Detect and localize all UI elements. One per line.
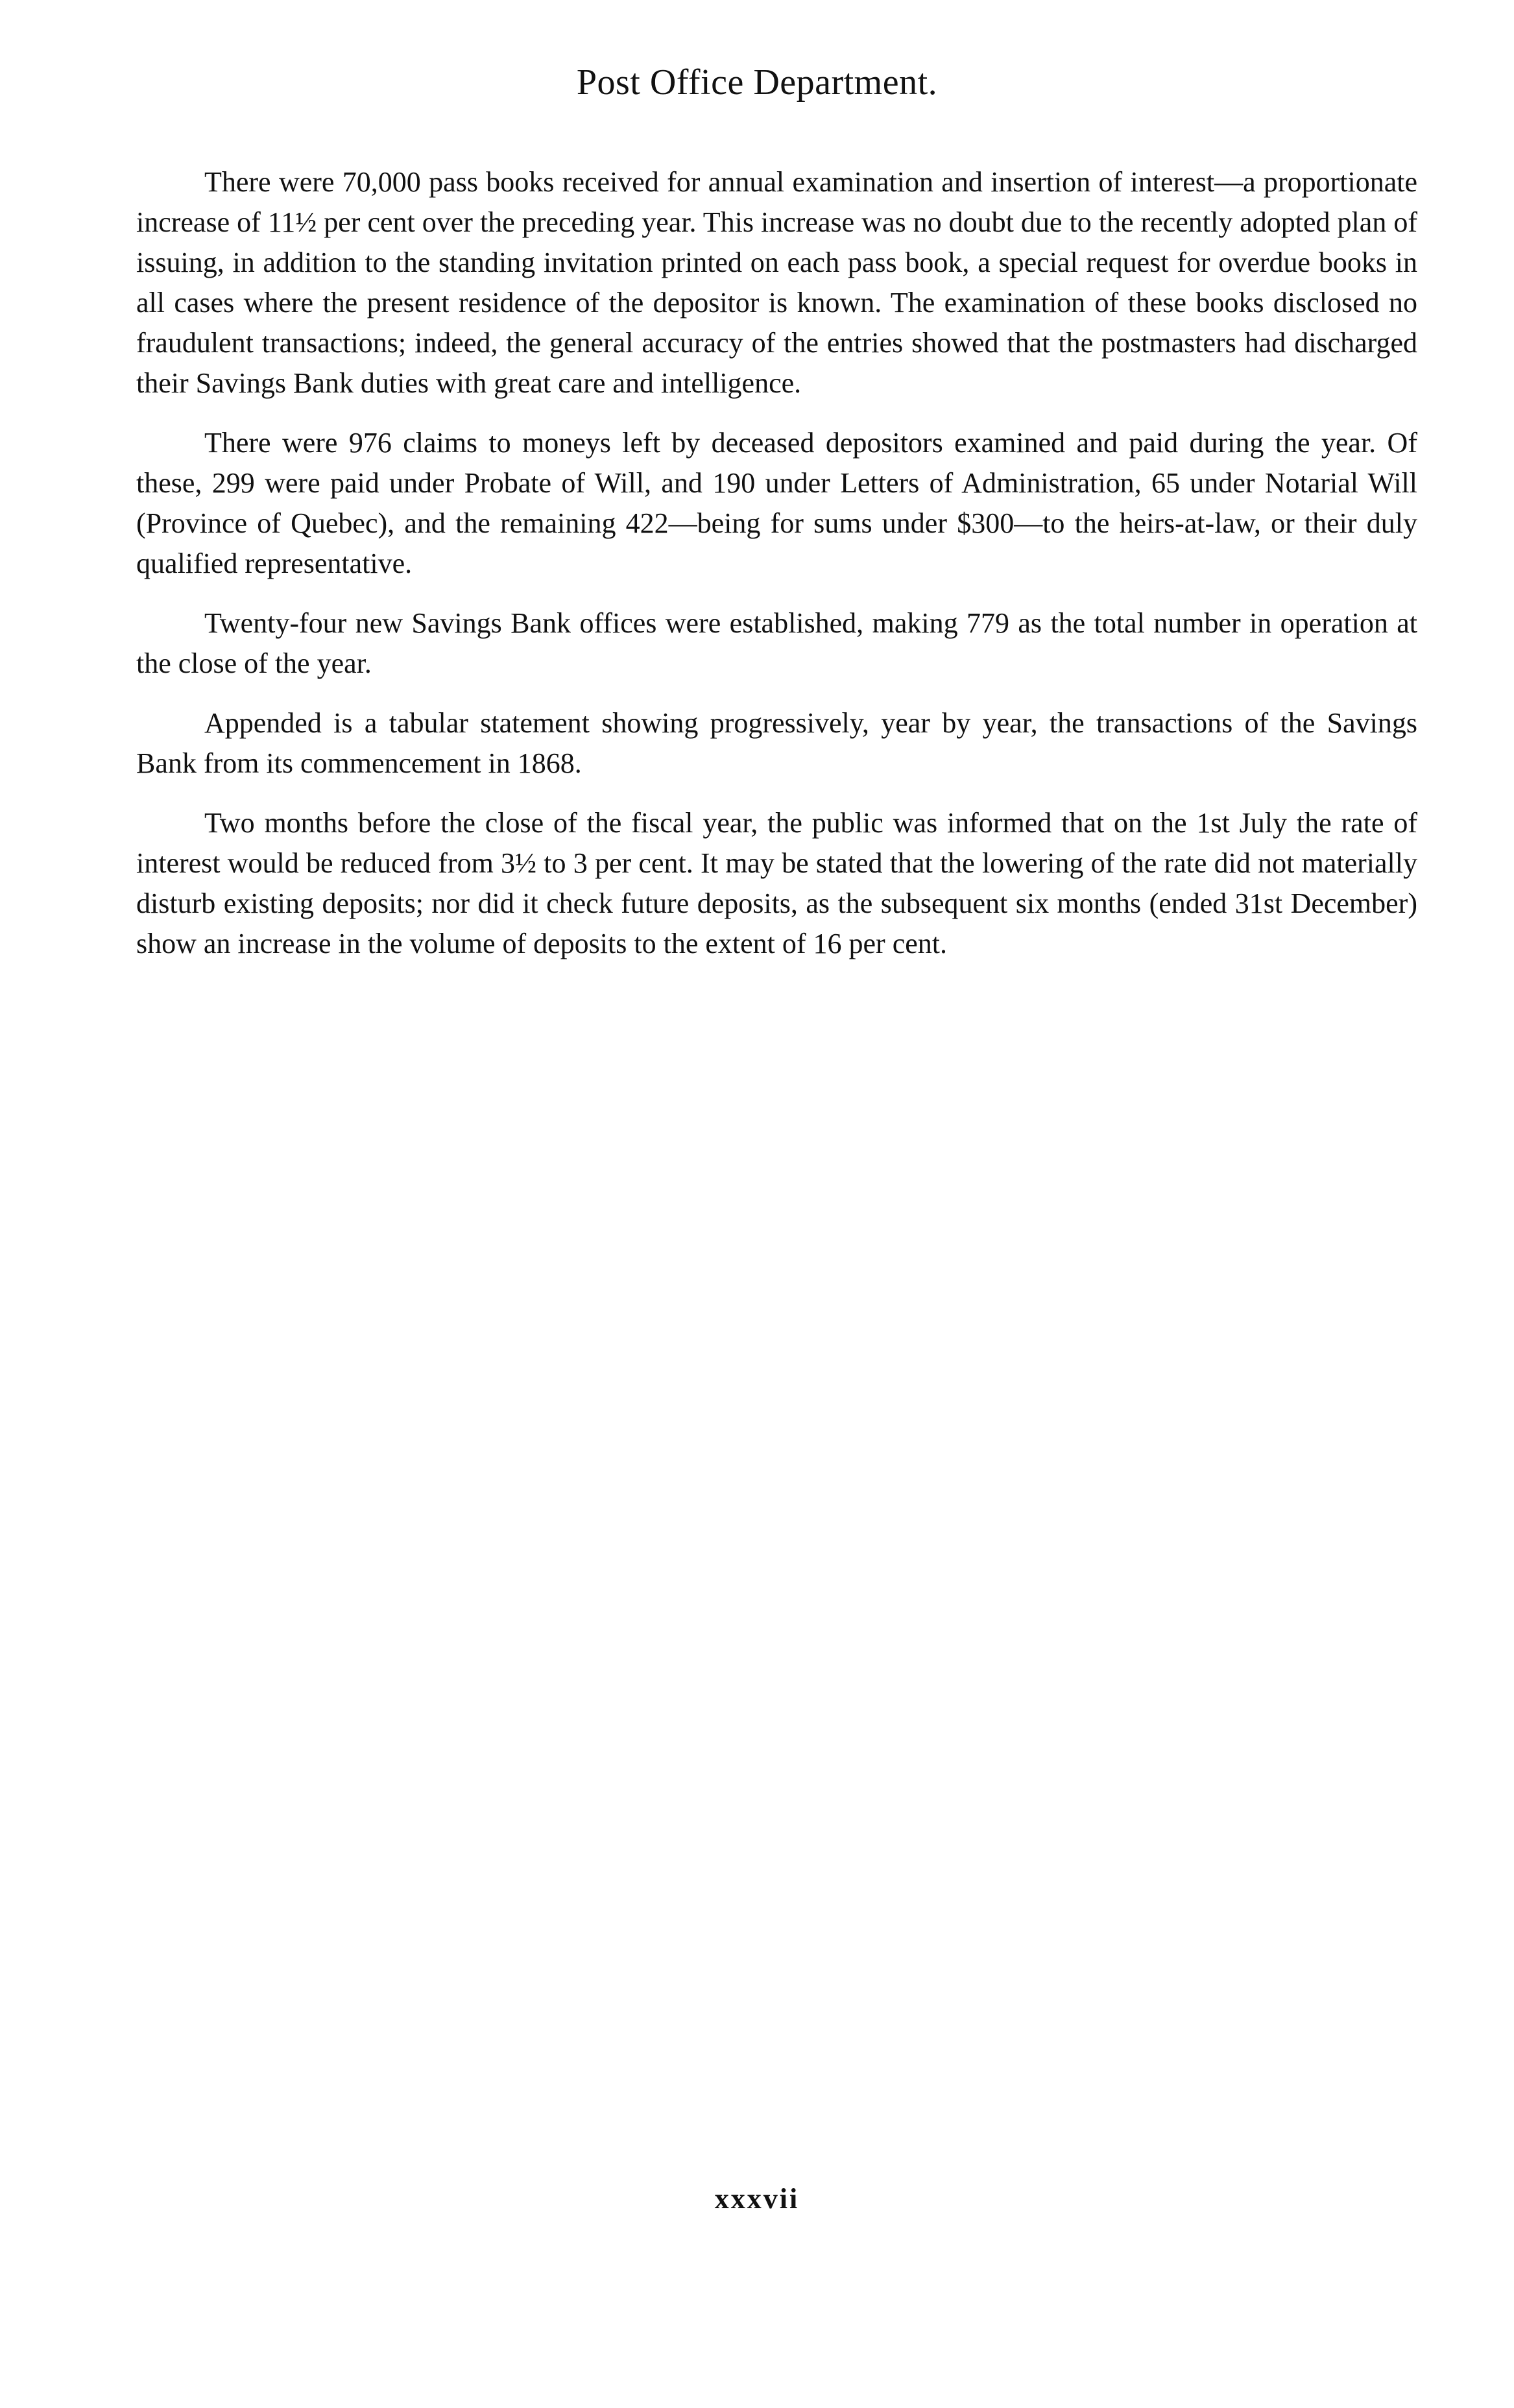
page-number: xxxvii [714, 2183, 800, 2215]
body-text [136, 162, 1417, 983]
paragraph-new-offices: Twenty-four new Savings Bank offices were established, making 779 as the total number in operation at the close of the year. [136, 607, 1417, 679]
paragraph-interest-rate: Two months before the close of the fiscal year, the public was informed that on the 1st July the rate of interest would be reduced from 3½ to 3 per cent. It may be stated that the lowering of the rate did not materially disturb existing deposits; nor did it check future deposits, as the subsequent six months (ended 31st December) show an increase in the volume of deposits to the extent of 16 per cent. [136, 807, 1417, 959]
paragraph-tabular-statement: Appended is a tabular statement showing progressively, year by year, the transactions of the Savings Bank from its commencement in 1868. [136, 707, 1417, 779]
paragraph-pass-books: There were 70,000 pass books received for annual examination and insertion of interest—a proportionate increase of 11½ per cent over the preceding year. This increase was no doubt due to the recently adopted plan of issuing, in addition to the standing invitation printed on each pass book, a special request for overdue books in all cases where the present residence of the depositor is known. The examination of these books disclosed no fraudulent transactions; indeed, the general accuracy of the entries showed that the postmasters had discharged their Savings Bank duties with great care and intelligence. [136, 166, 1417, 399]
page-title: Post Office Department. [576, 62, 938, 102]
paragraph-deceased-claims: There were 976 claims to moneys left by deceased depositors examined and paid during the year. Of these, 299 were paid under Probate of Will, and 190 under Letters of Administration, 65 under Notarial Will (Province of Quebec), and the remaining 422—being for sums under $300—to the heirs-at-law, or their duly qualified representative. [136, 427, 1417, 579]
